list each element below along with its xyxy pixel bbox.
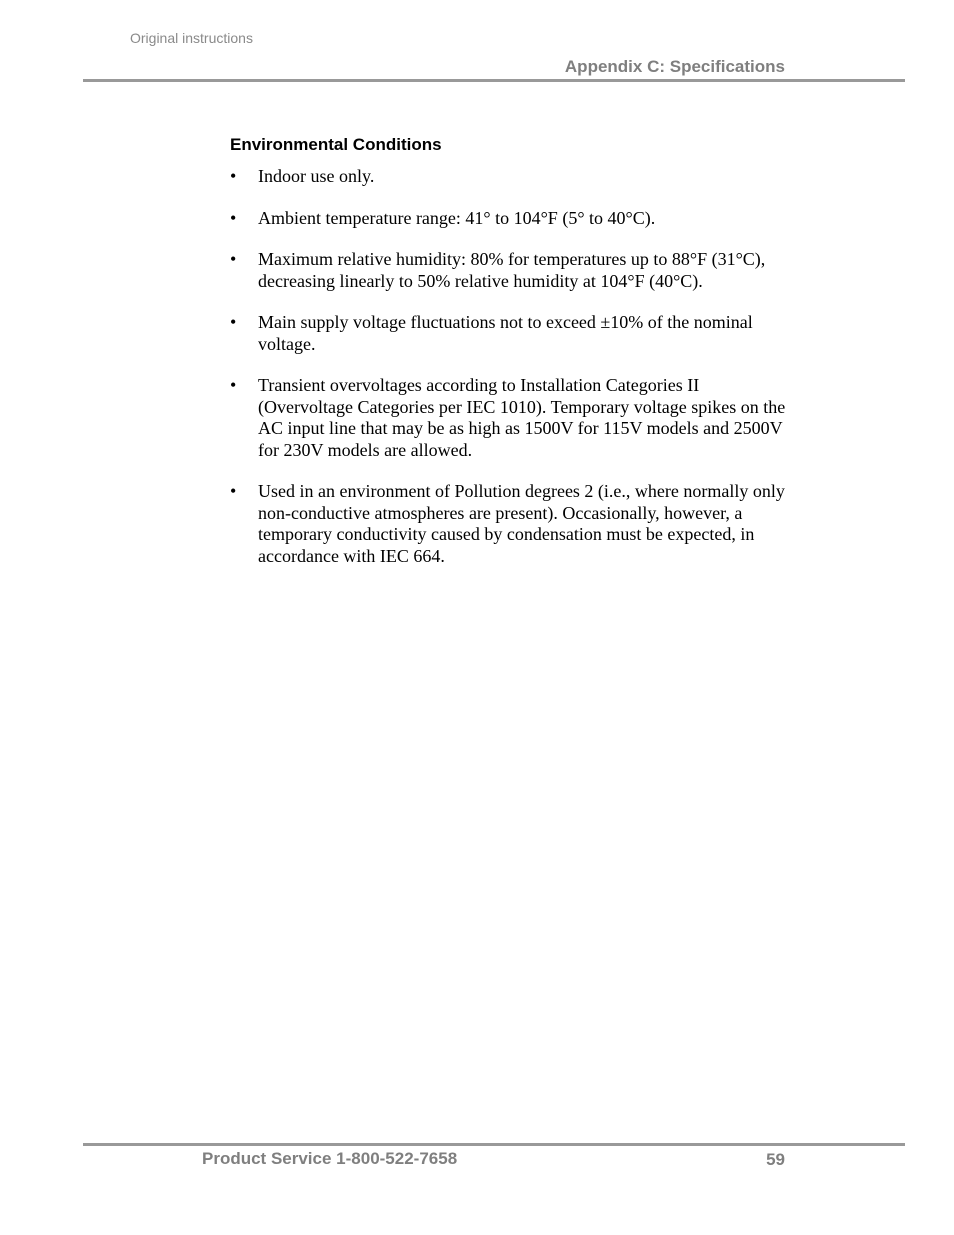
- list-item-pollution-degree: [230, 481, 790, 567]
- list-item-text: Maximum relative humidity: 80% for temperatures up to 88°F (31°C), decreasing linearly to 50% relative humidity at 104°F (40°C).: [258, 249, 766, 291]
- list-item-ambient-temperature: [230, 208, 790, 230]
- bullet-icon: •: [230, 375, 237, 395]
- list-item-text: Used in an environment of Pollution degrees 2 (i.e., where normally only non-conductive atmospheres are present). Occasionally, however, a temporary conductivity caused by condensation must be expected, in accordance with IEC 664.: [258, 481, 785, 566]
- list-item-relative-humidity: [230, 249, 790, 292]
- section-heading: Environmental Conditions: [230, 135, 442, 154]
- bullet-icon: •: [230, 312, 237, 332]
- original-instructions-note: Original instructions: [130, 30, 253, 46]
- bullet-icon: •: [230, 207, 237, 228]
- header-divider: [83, 79, 905, 82]
- product-service-phone: Product Service 1-800-522-7658: [202, 1149, 458, 1168]
- appendix-title: Appendix C: Specifications: [564, 57, 785, 76]
- list-item-text: Ambient temperature range: 41° to 104°F (5° to 40°C).: [258, 207, 656, 228]
- page-number: 59: [766, 1150, 785, 1169]
- bullet-icon: •: [230, 166, 237, 186]
- footer-divider: [83, 1143, 905, 1146]
- environmental-conditions-list: [230, 166, 790, 587]
- bullet-icon: •: [230, 481, 237, 501]
- list-item-text: Indoor use only.: [258, 166, 375, 186]
- list-item-text: Main supply voltage fluctuations not to exceed ±10% of the nominal voltage.: [258, 312, 753, 354]
- bullet-icon: •: [230, 249, 237, 269]
- list-item-indoor-use: [230, 166, 790, 188]
- list-item-supply-voltage: [230, 312, 790, 355]
- list-item-transient-overvoltages: [230, 375, 790, 461]
- list-item-text: Transient overvoltages according to Installation Categories II (Overvoltage Categories per IEC 1010). Temporary voltage spikes on the AC input line that may be as high as 1500V for 115V models and 2500V for 230V models are allowed.: [258, 375, 786, 460]
